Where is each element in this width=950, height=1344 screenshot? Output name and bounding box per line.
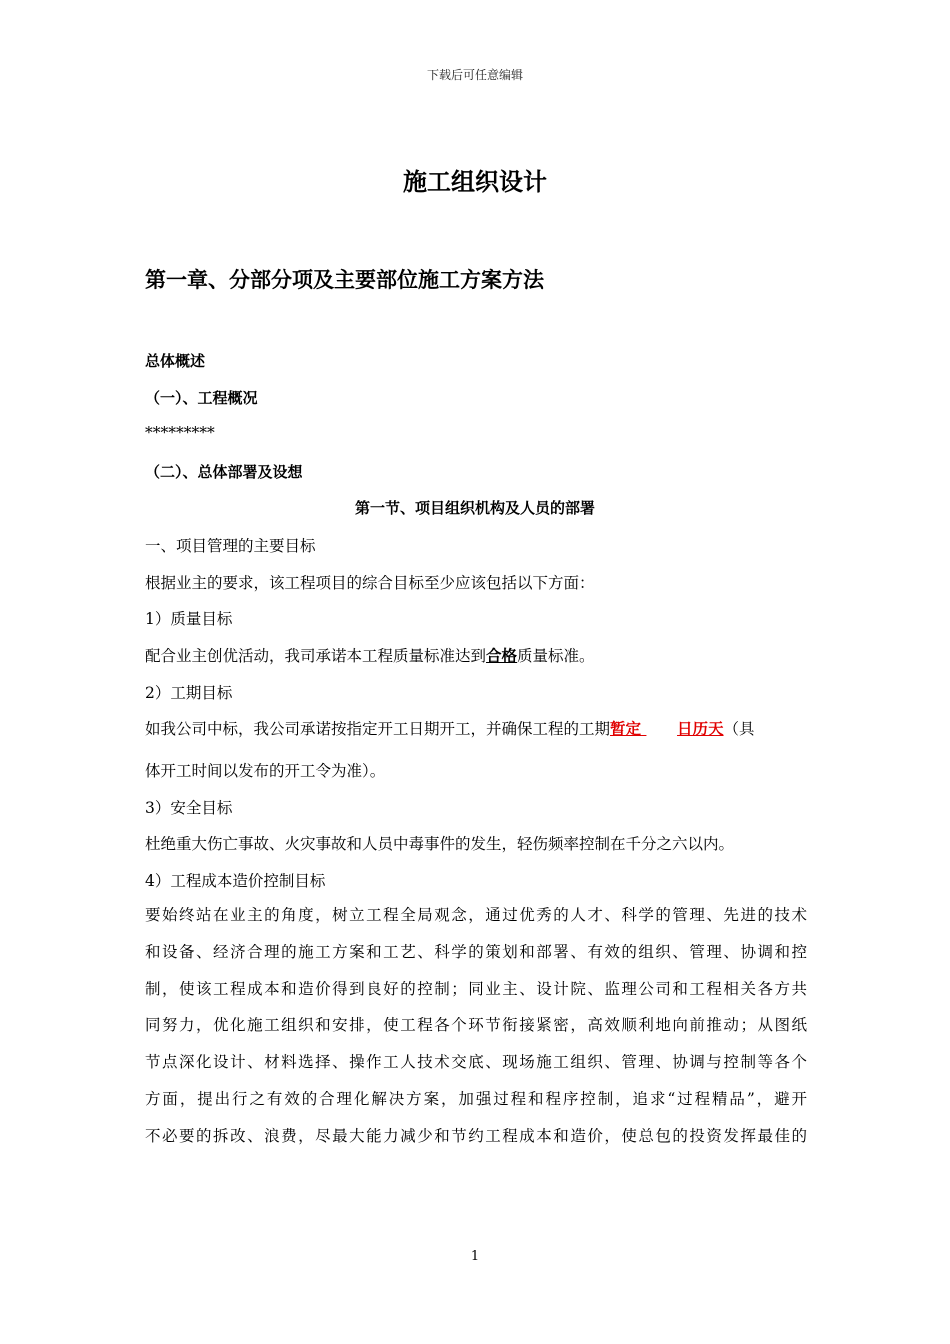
- cost-paragraph: [145, 897, 807, 1155]
- cost-line: 不必要的拆改、浪费，尽最大能力减少和节约工程成本和造价，使总包的投资发挥最佳的: [145, 1126, 807, 1145]
- cost-line: 要始终站在业主的角度，树立工程全局观念，通过优秀的人才、科学的管理、先进的技术: [145, 906, 807, 924]
- chapter-heading: 第一章、分部分项及主要部位施工方案方法: [145, 267, 544, 292]
- safety-title: 3）安全目标: [145, 799, 233, 817]
- schedule-calendar-days: 日历天: [677, 719, 724, 738]
- document-title: 施工组织设计: [403, 167, 547, 196]
- goals-heading: 一、项目管理的主要目标: [145, 537, 316, 555]
- project-placeholder: *********: [145, 424, 215, 442]
- overview-item-2: （二）、总体部署及设想: [145, 463, 303, 481]
- overview-item-1: （一）、工程概况: [145, 389, 258, 407]
- cost-line: 方面，提出行之有效的合理化解决方案，加强过程和程序控制，追求“过程精品”，避开: [145, 1089, 807, 1108]
- page-header: 下载后可任意编辑: [426, 68, 523, 82]
- cost-line: 制，使该工程成本和造价得到良好的控制；同业主、设计院、监理公司和工程相关各方共: [145, 979, 807, 998]
- schedule-line-1: 如我公司中标，我公司承诺按指定开工日期开工，并确保工程的工期暂定 日历天（具: [145, 719, 755, 738]
- quality-standard-emphasis: 合格: [486, 646, 518, 665]
- quality-title: 1）质量目标: [145, 610, 233, 628]
- schedule-blank: [641, 719, 677, 738]
- goals-intro: 根据业主的要求，该工程项目的综合目标至少应该包括以下方面：: [145, 574, 595, 592]
- section-heading: 第一节、项目组织机构及人员的部署: [354, 499, 595, 517]
- cost-line: 节点深化设计、材料选择、操作工人技术交底、现场施工组织、管理、协调与控制等各个: [145, 1053, 807, 1072]
- overview-title: 总体概述: [145, 352, 206, 370]
- schedule-line-2: 体开工时间以发布的开工令为准）。: [145, 762, 386, 780]
- page-number: 1: [470, 1249, 480, 1264]
- cost-line: 同努力，优化施工组织和安排，使工程各个环节衔接紧密，高效顺利地向前推动；从图纸: [145, 1016, 807, 1035]
- safety-text: 杜绝重大伤亡事故、火灾事故和人员中毒事件的发生，轻伤频率控制在千分之六以内。: [145, 835, 735, 853]
- quality-text: 配合业主创优活动，我司承诺本工程质量标准达到合格质量标准。: [145, 646, 595, 665]
- schedule-title: 2）工期目标: [145, 684, 233, 702]
- schedule-tentative: 暂定: [610, 719, 642, 738]
- cost-title: 4）工程成本造价控制目标: [145, 872, 326, 890]
- cost-line: 和设备、经济合理的施工方案和工艺、科学的策划和部署、有效的组织、管理、协调和控: [145, 942, 807, 961]
